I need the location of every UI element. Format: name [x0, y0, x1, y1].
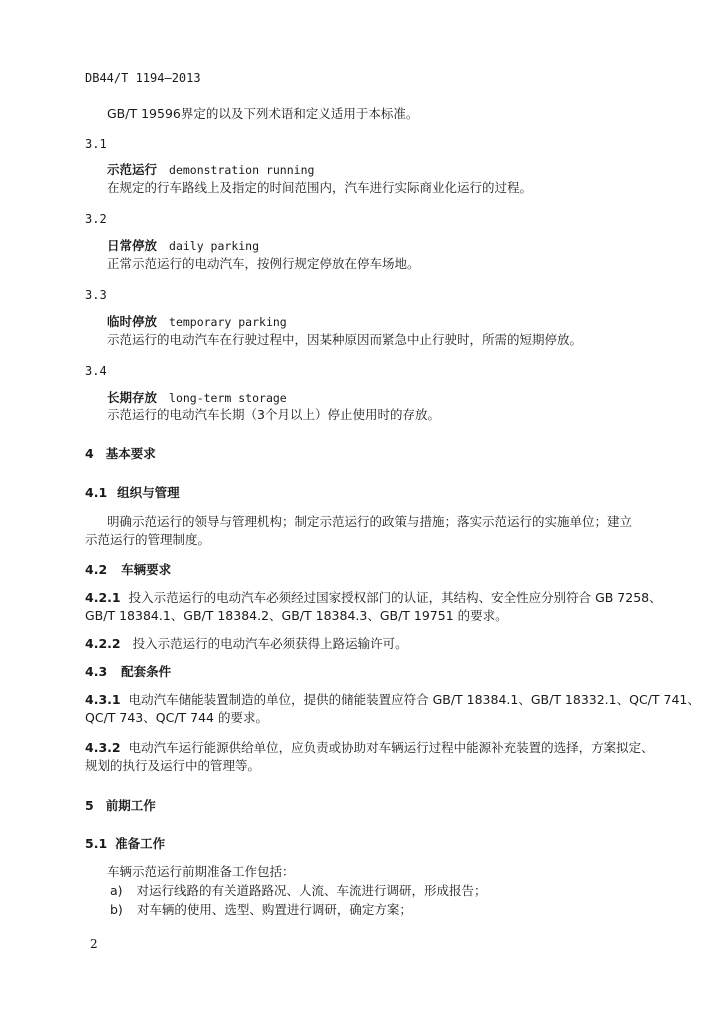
paragraph-line: QC/T 743、QC/T 744 的要求。: [85, 710, 268, 725]
clause-4-3-2-line: [85, 740, 654, 756]
section-title: 配套条件: [121, 664, 172, 679]
clause-4-2-2-line: [85, 636, 408, 652]
term-number: 3.2: [85, 212, 107, 226]
section-title: 前期工作: [105, 798, 156, 813]
paragraph-line: GB/T 18384.1、GB/T 18384.2、GB/T 18384.3、GB/T 19751 的要求。: [85, 608, 508, 623]
term-title: [107, 314, 287, 330]
list-item: [110, 883, 487, 899]
clause-4-3-1-line: [85, 692, 700, 708]
section-number: 4.2: [85, 562, 108, 577]
section-title: 准备工作: [115, 836, 166, 851]
term-title: [107, 390, 287, 406]
document-code: DB44/T 1194—2013: [85, 71, 201, 85]
section-heading-5-1: [85, 836, 165, 852]
list-text: 对运行线路的有关道路路况、人流、车流进行调研，形成报告；: [136, 883, 487, 898]
paragraph-line: 车辆示范运行前期准备工作包括：: [107, 864, 295, 879]
paragraph-line: 示范运行的管理制度。: [85, 532, 211, 547]
section-number: 5.1: [85, 836, 108, 851]
term-definition: 示范运行的电动汽车在行驶过程中，因某种原因而紧急中止行驶时，所需的短期停放。: [107, 332, 583, 347]
term-number: 3.3: [85, 288, 107, 302]
term-en: long-term storage: [169, 391, 287, 405]
term-en: daily parking: [169, 239, 260, 253]
term-en: temporary parking: [169, 315, 287, 329]
paragraph-line: 规划的执行及运行中的管理等。: [85, 758, 261, 773]
section-number: 5: [85, 798, 94, 813]
list-marker: b): [110, 902, 123, 917]
clause-text: 电动汽车运行能源供给单位，应负责或协助对车辆运行过程中能源补充装置的选择，方案拟定、: [128, 740, 654, 755]
term-definition: 示范运行的电动汽车长期（3个月以上）停止使用时的存放。: [107, 407, 440, 422]
term-number: 3.1: [85, 137, 107, 151]
section-number: 4: [85, 446, 94, 461]
term-number: 3.4: [85, 364, 107, 378]
term-en: demonstration running: [169, 163, 315, 177]
term-zh: 长期存放: [107, 390, 158, 405]
section-number: 4.3: [85, 664, 108, 679]
section-title: 基本要求: [105, 446, 156, 461]
section-heading-4-1: [85, 485, 180, 501]
clause-text: 电动汽车储能装置制造的单位，提供的储能装置应符合 GB/T 18384.1、GB/T 18332.1、QC/T 741、: [128, 692, 700, 707]
clause-text: 投入示范运行的电动汽车必须经过国家授权部门的认证，其结构、安全性应分别符合 GB 7258、: [128, 590, 662, 605]
clause-number: 4.2.1: [85, 590, 121, 605]
section-title: 车辆要求: [121, 562, 172, 577]
section-heading-5: [85, 798, 156, 814]
section-number: 4.1: [85, 485, 108, 500]
section-heading-4-2: [85, 562, 171, 578]
term-definition: 在规定的行车路线上及指定的时间范围内，汽车进行实际商业化运行的过程。: [107, 180, 533, 195]
list-marker: a): [110, 883, 123, 898]
intro-text: GB/T 19596界定的以及下列术语和定义适用于本标准。: [107, 106, 419, 121]
term-title: [107, 238, 259, 254]
term-zh: 日常停放: [107, 238, 158, 253]
list-text: 对车辆的使用、选型、购置进行调研，确定方案；: [136, 902, 412, 917]
paragraph-line: 明确示范运行的领导与管理机构；制定示范运行的政策与措施；落实示范运行的实施单位；建立: [107, 514, 633, 529]
term-definition: 正常示范运行的电动汽车，按例行规定停放在停车场地。: [107, 256, 420, 271]
term-title: [107, 162, 314, 178]
term-zh: 临时停放: [107, 314, 158, 329]
clause-number: 4.3.2: [85, 740, 121, 755]
clause-4-2-1-line: [85, 590, 662, 606]
clause-number: 4.2.2: [85, 636, 121, 651]
clause-number: 4.3.1: [85, 692, 121, 707]
list-item: [110, 902, 412, 918]
clause-text: 投入示范运行的电动汽车必须获得上路运输许可。: [132, 636, 408, 651]
section-heading-4-3: [85, 664, 171, 680]
section-heading-4: [85, 446, 156, 462]
page-number: 2: [90, 937, 98, 951]
term-zh: 示范运行: [107, 162, 158, 177]
section-title: 组织与管理: [117, 485, 180, 500]
